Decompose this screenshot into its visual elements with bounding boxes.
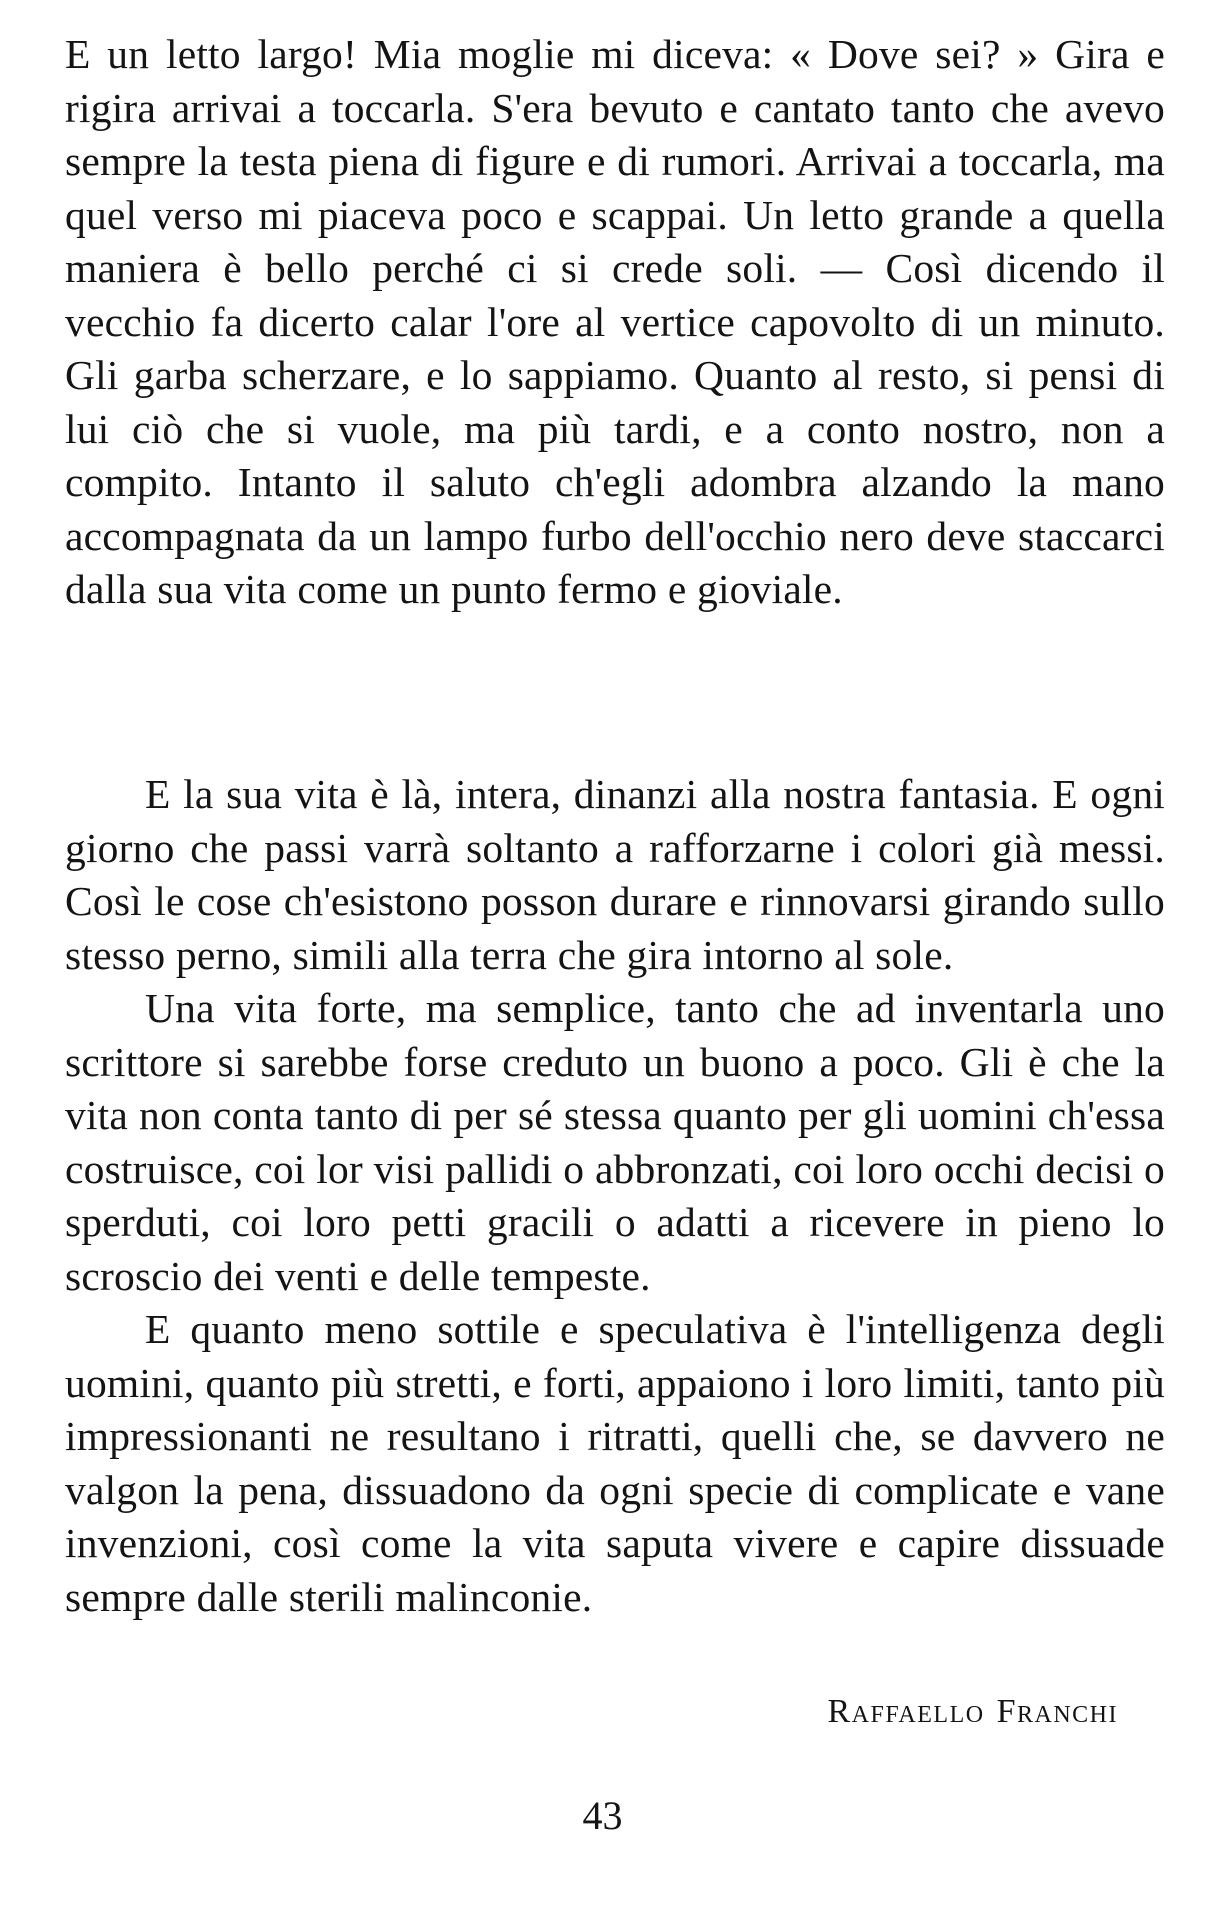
- page-number: 43: [582, 1793, 623, 1838]
- paragraph: E un letto largo! Mia moglie mi diceva: « Dove sei? » Gira e rigira arrivai a toccarla. S'era bevuto e cantato tanto che avevo sempre la testa piena di figure e di rumori. Arrivai a toccarla, ma quel verso mi piaceva poco e scappai. Un letto grande a quella maniera è bello perché ci si crede soli. — Così dicendo il vecchio fa dicerto calar l'ore al vertice capovolto di un minuto. Gli garba scherzare, e lo sappiamo. Quanto al resto, si pensi di lui ciò che si vuole, ma più tardi, e a conto nostro, non a compito. Intanto il saluto ch'egli adombra alzando la mano accompagnata da un lampo furbo dell'occhio nero deve staccarci dalla sua vita come un punto fermo e gioviale.: [65, 31, 1165, 612]
- author-first-name: Raffaello: [827, 1693, 985, 1730]
- text-section-top: [65, 28, 1165, 617]
- paragraph: E la sua vita è là, intera, dinanzi alla nostra fantasia. E ogni giorno che passi varrà soltanto a rafforzarne i colori già messi. Così le cose ch'esistono posson durare e rinnovarsi girando sullo stesso perno, simili alla terra che gira intorno al sole.: [65, 771, 1165, 978]
- paragraph: E quanto meno sottile e speculativa è l'intelligenza degli uomini, quanto più stretti, e forti, appaiono i loro limiti, tanto più impressionanti ne resultano i ritratti, quelli che, se davvero ne valgon la pena, dissuadono da ogni specie di complicate e vane invenzioni, così come la vita saputa vivere e capire dissuade sempre dalle sterili malinconie.: [65, 1306, 1165, 1620]
- author-signature: [718, 1692, 1118, 1732]
- paragraph: Una vita forte, ma semplice, tanto che ad inventarla uno scrittore si sarebbe forse creduto un buono a poco. Gli è che la vita non conta tanto di per sé stessa quanto per gli uomini ch'essa costruisce, coi lor visi pallidi o abbronzati, coi loro occhi decisi o sperduti, coi loro petti gracili o adatti a ricevere in pieno lo scroscio dei venti e delle tempeste.: [65, 985, 1165, 1299]
- author-last-name: Franchi: [996, 1693, 1118, 1730]
- text-section-bottom: [65, 768, 1165, 1624]
